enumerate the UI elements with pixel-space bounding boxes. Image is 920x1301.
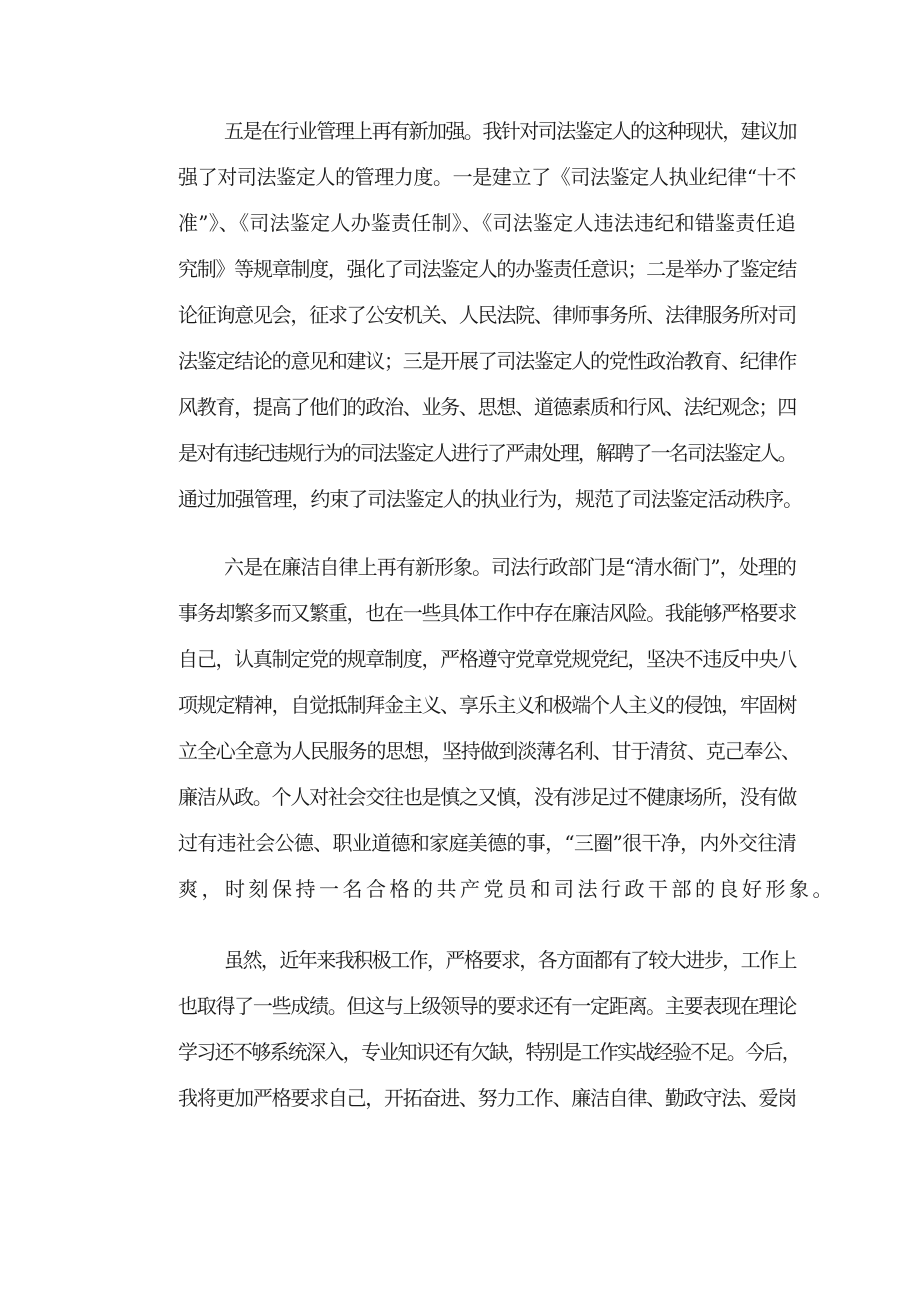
text-line: 风教育，提高了他们的政治、业务、思想、道德素质和行风、法纪观念；四	[178, 395, 796, 419]
text-line: 是对有违纪违规行为的司法鉴定人进行了严肃处理，解聘了一名司法鉴定人。	[178, 441, 796, 465]
text-line: 我将更加严格要求自己，开拓奋进、努力工作、廉洁自律、勤政守法、爱岗	[178, 1086, 796, 1110]
text-line: 过有违社会公德、职业道德和家庭美德的事，“三圈”很干净，内外交往清	[178, 831, 797, 855]
text-line: 六是在廉洁自律上再有新形象。司法行政部门是“清水衙门”，处理的	[224, 555, 796, 579]
paragraph-2-line-8	[0, 874, 920, 904]
text-line: 究制》等规章制度，强化了司法鉴定人的办鉴责任意识；二是举办了鉴定结	[178, 257, 796, 281]
text-line: 项规定精神，自觉抵制拜金主义、享乐主义和极端个人主义的侵蚀，牢固树	[178, 693, 796, 717]
text-line: 立全心全意为人民服务的思想，坚持做到淡薄名利、甘于清贫、克己奉公、	[178, 739, 800, 763]
text-line: 爽，时刻保持一名合格的共产党员和司法行政干部的良好形象。	[178, 877, 836, 901]
paragraph-2-line-6	[0, 782, 920, 812]
paragraph-2-line-1	[0, 552, 920, 582]
text-line: 强了对司法鉴定人的管理力度。一是建立了《司法鉴定人执业纪律“十不	[178, 165, 797, 189]
paragraph-1-line-9	[0, 484, 920, 514]
text-line: 廉洁从政。个人对社会交往也是慎之又慎，没有涉足过不健康场所，没有做	[178, 785, 796, 809]
text-line: 学习还不够系统深入，专业知识还有欠缺，特别是工作实战经验不足。今后，	[178, 1040, 800, 1064]
paragraph-1-line-1	[0, 116, 920, 146]
text-line: 也取得了一些成绩。但这与上级领导的要求还有一定距离。主要表现在理论	[178, 994, 796, 1018]
text-line: 自己，认真制定党的规章制度，严格遵守党章党规党纪，坚决不违反中央八	[178, 647, 796, 671]
paragraph-1-line-5	[0, 300, 920, 330]
text-line: 虽然，近年来我积极工作，严格要求，各方面都有了较大进步，工作上	[224, 948, 797, 972]
paragraph-1-line-8	[0, 438, 920, 468]
text-line: 五是在行业管理上再有新加强。我针对司法鉴定人的这种现状，建议加	[224, 119, 797, 143]
paragraph-1-line-4	[0, 254, 920, 284]
paragraph-3-line-2	[0, 991, 920, 1021]
text-line: 准”》、《司法鉴定人办鉴责任制》、《司法鉴定人违法违纪和错鉴责任追	[178, 211, 796, 235]
paragraph-1-line-6	[0, 346, 920, 376]
text-line: 论征询意见会，征求了公安机关、人民法院、律师事务所、法律服务所对司	[178, 303, 796, 327]
text-line: 通过加强管理，约束了司法鉴定人的执业行为，规范了司法鉴定活动秩序。	[178, 487, 802, 511]
paragraph-2-line-2	[0, 598, 920, 628]
paragraph-1-line-2	[0, 162, 920, 192]
text-line: 法鉴定结论的意见和建议；三是开展了司法鉴定人的党性政治教育、纪律作	[178, 349, 796, 373]
paragraph-3-line-1	[0, 945, 920, 975]
paragraph-1-line-3	[0, 208, 920, 238]
paragraph-2-line-5	[0, 736, 920, 766]
paragraph-1-line-7	[0, 392, 920, 422]
paragraph-2-line-3	[0, 644, 920, 674]
paragraph-2-line-4	[0, 690, 920, 720]
paragraph-3-line-3	[0, 1037, 920, 1067]
paragraph-2-line-7	[0, 828, 920, 858]
text-line: 事务却繁多而又繁重，也在一些具体工作中存在廉洁风险。我能够严格要求	[178, 601, 796, 625]
paragraph-3-line-4	[0, 1083, 920, 1113]
